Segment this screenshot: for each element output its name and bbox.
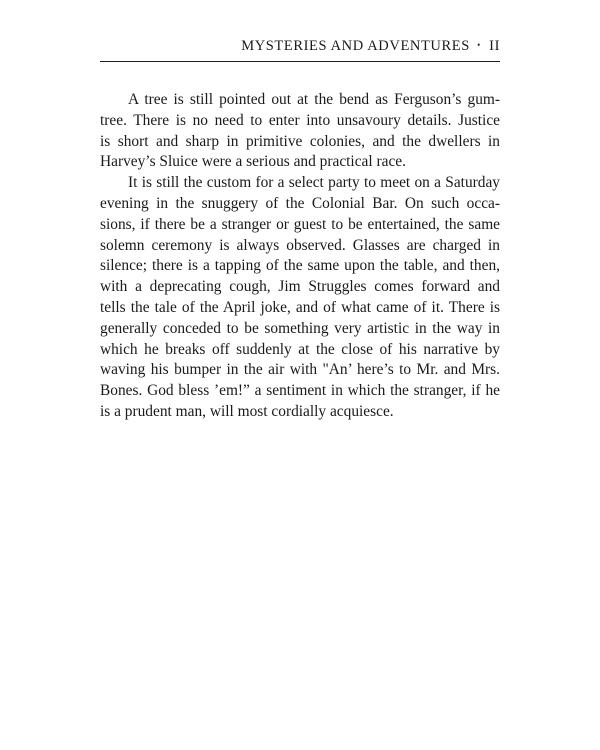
text-line: with a deprecating cough, Jim Struggles comes forward and — [100, 278, 500, 296]
paragraph-2 — [100, 173, 500, 423]
text-line: solemn ceremony is always observed. Glasses are charged in — [100, 236, 500, 254]
header-separator-bullet: • — [477, 40, 481, 50]
text-line: It is still the custom for a select party to meet on a Saturday — [128, 174, 500, 192]
text-line: is short and sharp in primitive colonies, and the dwellers in — [100, 132, 500, 150]
header-rule — [100, 61, 500, 62]
text-line: Harvey’s Sluice were a serious and practical race. — [100, 153, 406, 171]
book-title: MYSTERIES AND ADVENTURES — [241, 38, 470, 54]
running-header — [241, 38, 500, 55]
text-line: generally conceded to be something very artistic in the way in — [100, 319, 500, 337]
text-line: evening in the snuggery of the Colonial Bar. On such occa- — [100, 194, 500, 212]
body-text — [100, 90, 500, 423]
page-number: II — [489, 38, 500, 54]
text-line: tells the tale of the April joke, and of what came of it. There is — [100, 298, 500, 316]
text-line: silence; there is a tapping of the same upon the table, and then, — [100, 257, 500, 275]
text-line: tree. There is no need to enter into unsavoury details. Justice — [100, 111, 500, 129]
text-line: Bones. God bless ’em!” a sentiment in which the stranger, if he — [100, 382, 500, 400]
text-line: A tree is still pointed out at the bend as Ferguson’s gum- — [128, 91, 500, 108]
text-line: which he breaks off suddenly at the close of his narrative by — [100, 340, 500, 358]
text-line: waving his bumper in the air with "An’ here’s to Mr. and Mrs. — [100, 361, 500, 379]
text-line: sions, if there be a stranger or guest to be entertained, the same — [100, 215, 500, 233]
text-line: is a prudent man, will most cordially acquiesce. — [100, 402, 394, 420]
paragraph-1 — [100, 90, 500, 173]
